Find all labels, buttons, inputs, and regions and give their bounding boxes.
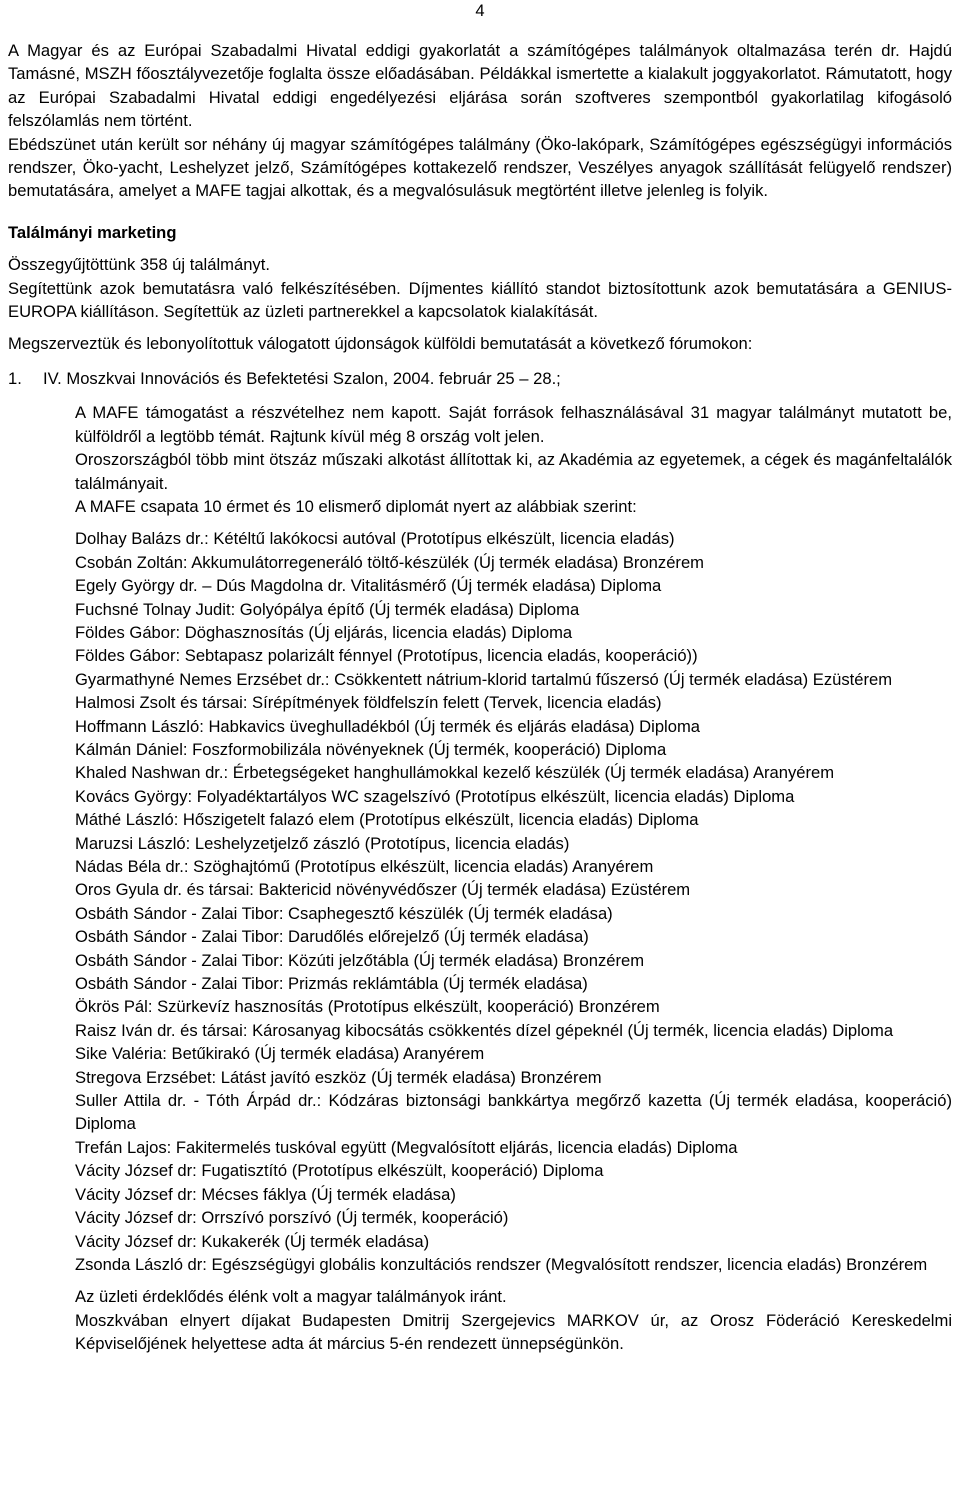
award-item: Hoffmann László: Habkavics üveghulladékból (Új termék és eljárás eladása) Diploma	[75, 716, 701, 736]
award-item: Khaled Nashwan dr.: Érbetegségeket hanghullámokkal kezelő készülék (Új termék eladása) Aranyérem	[75, 763, 835, 783]
forum-details	[75, 401, 952, 518]
forum-detail-paragraph-3: A MAFE csapata 10 érmet és 10 elismerő diplomát nyert az alábbiak szerint:	[75, 496, 637, 516]
forum-number: 1.	[8, 368, 22, 388]
intro-paragraph-1: A Magyar és az Európai Szabadalmi Hivatal eddigi gyakorlatát a számítógépes találmányok oltalmazása terén dr. Hajdú Tamásné, MSZH főosztályvezetője foglalta össze előadásában. Példákkal ismertette a kialakult joggyakorlatot. Rámutatott, hogy az Európai Szabadalmi Hivatal eddigi engedélyezési eljárása során szoftveres szempontból gyakorlatilag kifogásoló felszólamlás nem történt.	[8, 41, 952, 131]
award-item: Osbáth Sándor - Zalai Tibor: Prizmás reklámtábla (Új termék eladása)	[75, 974, 588, 994]
marketing-paragraph-3: Megszerveztük és lebonyolítottuk válogatott újdonságok külföldi bemutatását a következő fórumokon:	[8, 334, 753, 354]
closing-section	[75, 1285, 952, 1355]
award-item: Vácity József dr: Mécses fáklya (Új termék eladása)	[75, 1184, 456, 1204]
award-item: Ökrös Pál: Szürkevíz hasznosítás (Prototípus elkészült, kooperáció) Bronzérem	[75, 997, 660, 1017]
award-item: Halmosi Zsolt és társai: Sírépítmények földfelszín felett (Tervek, licencia eladás)	[75, 693, 662, 713]
award-item: Vácity József dr: Fugatisztító (Prototípus elkészült, kooperáció) Diploma	[75, 1161, 604, 1181]
award-item: Suller Attila dr. - Tóth Árpád dr.: Kódzáras biztonsági bankkártya megőrző kazetta (Új termék eladása, kooperáció) Diploma	[75, 1091, 952, 1134]
document-body	[8, 39, 952, 1356]
award-item: Kovács György: Folyadéktartályos WC szagelszívó (Prototípus elkészült, licencia eladás) Diploma	[75, 786, 795, 806]
award-item: Földes Gábor: Sebtapasz polarizált fénnyel (Prototípus, licencia eladás, kooperáció))	[75, 646, 698, 666]
award-item: Osbáth Sándor - Zalai Tibor: Csaphegesztő készülék (Új termék eladása)	[75, 903, 613, 923]
award-item: Sike Valéria: Betűkirakó (Új termék eladása) Aranyérem	[75, 1044, 485, 1064]
closing-paragraph-2: Moszkvában elnyert díjakat Budapesten Dmitrij Szergejevics MARKOV úr, az Orosz Föderáció Kereskedelmi Képviselőjének helyettese adta át március 5-én rendezett ünnepségünkön.	[75, 1310, 952, 1354]
page-number: 4	[475, 1, 485, 20]
award-item: Osbáth Sándor - Zalai Tibor: Közúti jelzőtábla (Új termék eladása) Bronzérem	[75, 950, 645, 970]
forum-detail-paragraph-1: A MAFE támogatást a részvételhez nem kapott. Saját források felhasználásával 31 magyar találmányt mutatott be, külföldről a legtöbb témát. Rajtunk kívül még 8 ország volt jelen.	[75, 403, 952, 446]
award-item: Földes Gábor: Döghasznosítás (Új eljárás, licencia eladás) Diploma	[75, 622, 573, 642]
award-item: Máthé László: Hőszigetelt falazó elem (Prototípus elkészült, licencia eladás) Diploma	[75, 810, 699, 830]
award-item: Dolhay Balázs dr.: Kétéltű lakókocsi autóval (Prototípus elkészült, licencia eladás)	[75, 529, 675, 549]
closing-paragraph-1: Az üzleti érdeklődés élénk volt a magyar találmányok iránt.	[75, 1287, 507, 1307]
award-item: Maruzsi László: Leshelyzetjelző zászló (Prototípus, licencia eladás)	[75, 833, 570, 853]
awards-list	[75, 527, 952, 1276]
section-heading: Találmányi marketing	[8, 222, 177, 242]
award-item: Csobán Zoltán: Akkumulátorregeneráló töltő-készülék (Új termék eladása) Bronzérem	[75, 552, 705, 572]
forum-detail-paragraph-2: Oroszországból több mint ötszáz műszaki alkotást állítottak ki, az Akadémia az egyetemek, a cégek és magánfeltalálók találmányait.	[75, 450, 952, 493]
award-item: Trefán Lajos: Fakitermelés tuskóval együtt (Megvalósított eljárás, licencia eladás) Diploma	[75, 1137, 738, 1157]
forum-list-item	[8, 367, 952, 390]
award-item: Raisz Iván dr. és társai: Károsanyag kibocsátás csökkentés dízel gépeknél (Új termék, licencia eladás) Diploma	[75, 1020, 894, 1040]
award-item: Oros Gyula dr. és társai: Baktericid növényvédőszer (Új termék eladása) Ezüstérem	[75, 880, 691, 900]
forum-text: IV. Moszkvai Innovációs és Befektetési Szalon, 2004. február 25 – 28.;	[43, 368, 561, 388]
award-item: Vácity József dr: Orrszívó porszívó (Új termék, kooperáció)	[75, 1208, 509, 1228]
award-item: Gyarmathyné Nemes Erzsébet dr.: Csökkentett nátrium-klorid tartalmú fűszersó (Új termék eladása) Ezüstérem	[75, 669, 893, 689]
award-item: Vácity József dr: Kukakerék (Új termék eladása)	[75, 1231, 430, 1251]
award-item: Nádas Béla dr.: Szöghajtómű (Prototípus elkészült, licencia eladás) Aranyérem	[75, 857, 654, 876]
intro-paragraph-2: Ebédszünet után került sor néhány új magyar számítógépes találmány (Öko-lakópark, Számítógépes egészségügyi információs rendszer, Öko-yacht, Leshelyzet jelző, Számítógépes kottakezelő rendszer, Veszélyes anyagok szállítását felügyelő rendszer) bemutatására, amelyet a MAFE tagjai alkottak, és a megvalósulásuk megtörtént illetve jelenleg is folyik.	[8, 134, 952, 201]
award-item: Fuchsné Tolnay Judit: Golyópálya építő (Új termék eladása) Diploma	[75, 599, 580, 619]
marketing-paragraph-2: Segítettünk azok bemutatásra való felkészítésében. Díjmentes kiállító standot biztosítottunk azok bemutatására a GENIUS-EUROPA kiállításon. Segítettük az üzleti partnerekkel a kapcsolatok kialakítását.	[8, 278, 952, 322]
award-item: Osbáth Sándor - Zalai Tibor: Darudőlés előrejelző (Új termék eladása)	[75, 927, 589, 947]
award-item: Kálmán Dániel: Foszformobilizála növényeknek (Új termék, kooperáció) Diploma	[75, 739, 667, 759]
award-item: Stregova Erzsébet: Látást javító eszköz (Új termék eladása) Bronzérem	[75, 1067, 602, 1087]
marketing-paragraph-1: Összegyűjtöttünk 358 új találmányt.	[8, 255, 270, 275]
award-item: Egely György dr. – Dús Magdolna dr. Vitalitásmérő (Új termék eladása) Diploma	[75, 576, 662, 596]
award-item: Zsonda László dr: Egészségügyi globális konzultációs rendszer (Megvalósított rendszer, licencia eladás) Bronzérem	[75, 1254, 928, 1274]
